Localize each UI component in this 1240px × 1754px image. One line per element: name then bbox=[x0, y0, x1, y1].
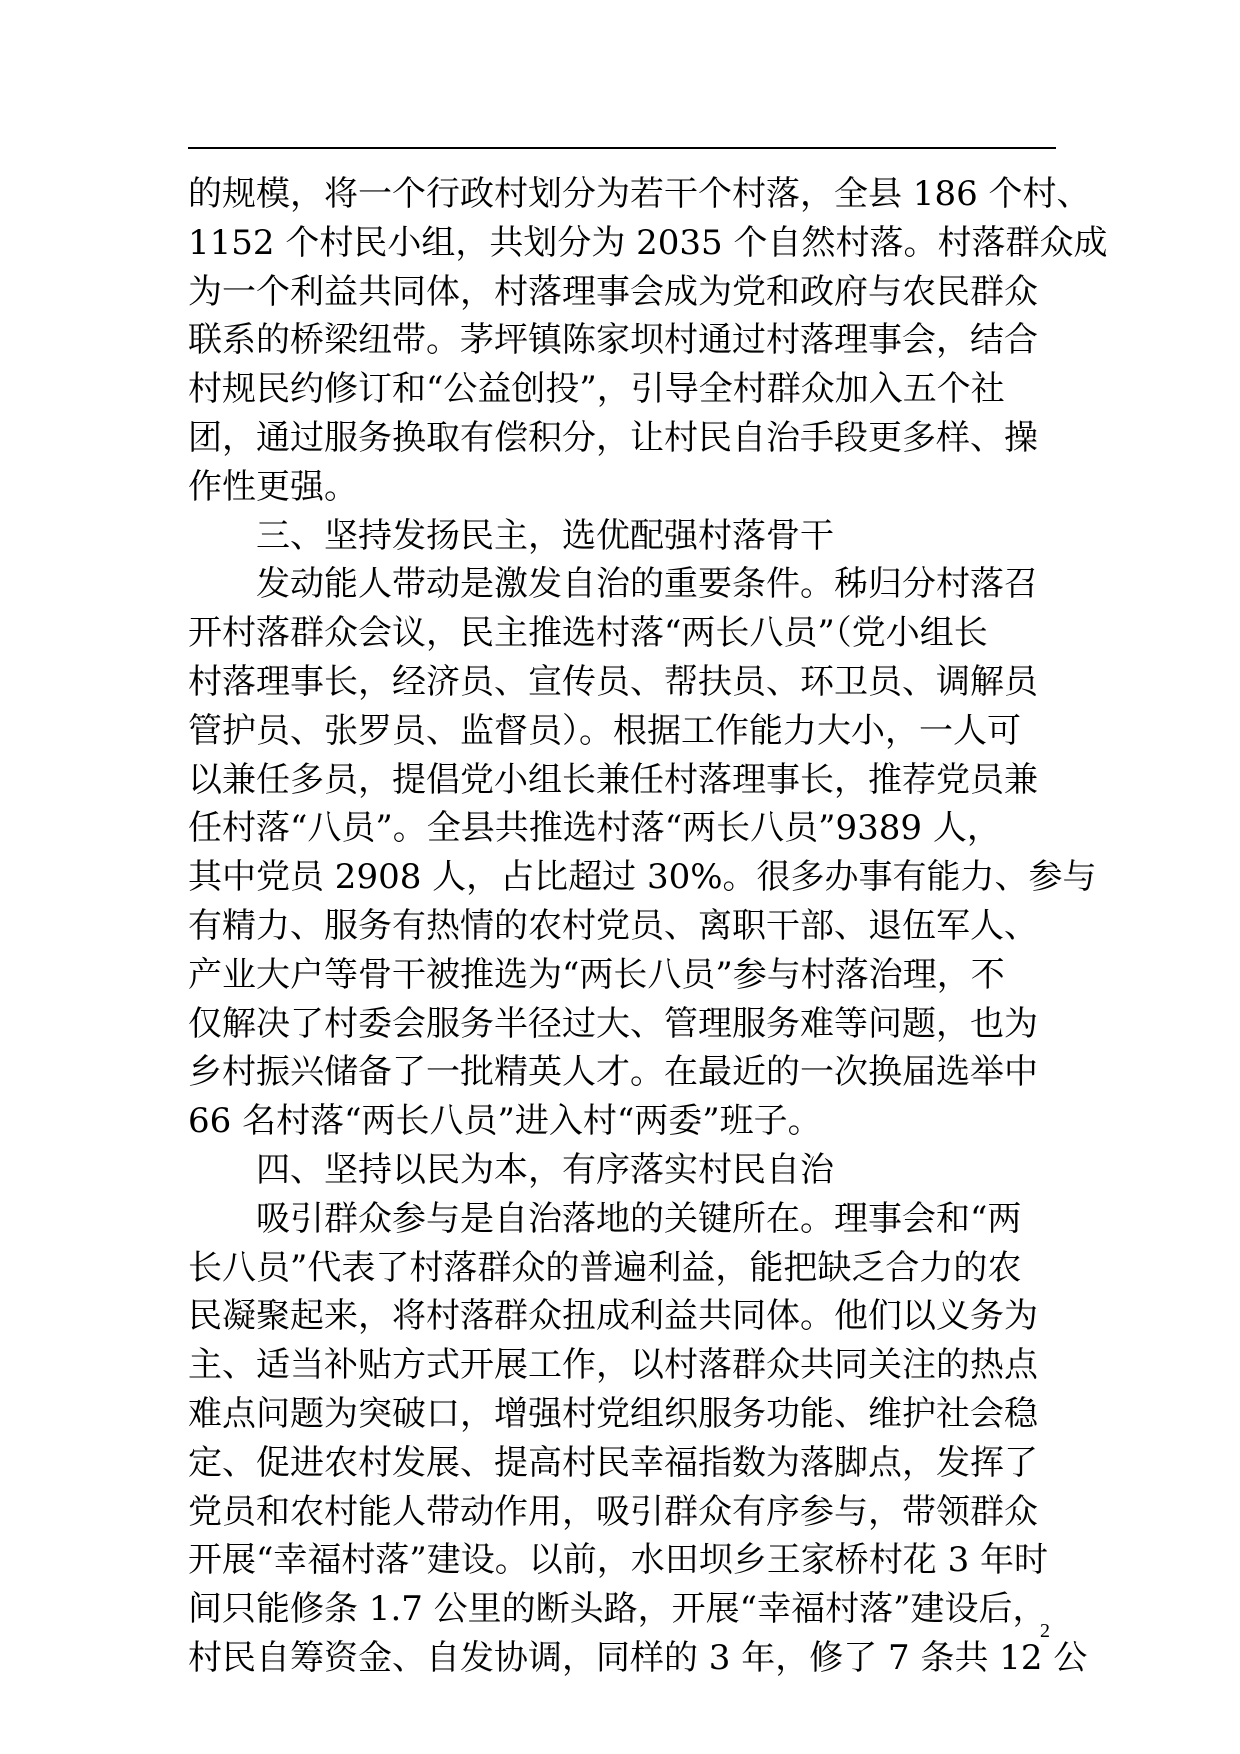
text-line: 定、促进农村发展、提高村民幸福指数为落脚点，发挥了 bbox=[188, 1442, 1038, 1483]
text-line: 长八员”代表了村落群众的普遍利益，能把缺乏合力的农 bbox=[188, 1247, 1022, 1288]
text-line: 党员和农村能人带动作用，吸引群众有序参与，带领群众 bbox=[188, 1491, 1038, 1532]
text-line: 开展“幸福村落”建设。以前，水田坝乡王家桥村花 3 年时 bbox=[188, 1540, 1049, 1581]
text-line: 管护员、张罗员、监督员）。根据工作能力大小，一人可 bbox=[188, 710, 1021, 751]
text-line: 为一个利益共同体，村落理事会成为党和政府与农民群众 bbox=[188, 271, 1038, 312]
text-line: 66 名村落“两长八员”进入村“两委”班子。 bbox=[188, 1101, 822, 1142]
text-line: 的规模，将一个行政村划分为若干个村落，全县 186 个村、 bbox=[188, 174, 1091, 214]
text-line: 仅解决了村委会服务半径过大、管理服务难等问题，也为 bbox=[188, 1003, 1038, 1044]
text-line: 难点问题为突破口，增强村党组织服务功能、维护社会稳 bbox=[188, 1393, 1038, 1434]
page-number: 2 bbox=[1040, 1620, 1050, 1642]
section-heading: 三、坚持发扬民主，选优配强村落骨干 bbox=[256, 515, 834, 556]
text-line: 村规民约修订和“公益创投”，引导全村群众加入五个社 bbox=[188, 369, 1005, 410]
text-line: 村落理事长，经济员、宣传员、帮扶员、环卫员、调解员 bbox=[188, 661, 1038, 702]
text-line: 任村落“八员”。全县共推选村落“两长八员”9389 人， bbox=[188, 808, 1001, 849]
text-line: 其中党员 2908 人，占比超过 30%。很多办事有能力、参与 bbox=[188, 857, 1097, 898]
text-line: 发动能人带动是激发自治的重要条件。秭归分村落召 bbox=[256, 564, 1038, 605]
text-line: 有精力、服务有热情的农村党员、离职干部、退伍军人、 bbox=[188, 905, 1038, 946]
text-line: 产业大户等骨干被推选为“两长八员”参与村落治理，不 bbox=[188, 954, 1005, 995]
text-line: 联系的桥梁纽带。茅坪镇陈家坝村通过村落理事会，结合 bbox=[188, 320, 1038, 361]
text-line: 以兼任多员，提倡党小组长兼任村落理事长，推荐党员兼 bbox=[188, 759, 1038, 800]
body-text bbox=[188, 170, 1108, 1683]
text-line: 间只能修条 1.7 公里的断头路，开展“幸福村落”建设后， bbox=[188, 1589, 1047, 1630]
text-line: 1152 个村民小组，共划分为 2035 个自然村落。村落群众成 bbox=[188, 222, 1108, 263]
text-line: 村民自筹资金、自发协调，同样的 3 年，修了 7 条共 12 公 bbox=[188, 1637, 1088, 1678]
text-line: 吸引群众参与是自治落地的关键所在。理事会和“两 bbox=[256, 1198, 1022, 1239]
text-line: 作性更强。 bbox=[188, 466, 358, 507]
text-line: 民凝聚起来，将村落群众扭成利益共同体。他们以义务为 bbox=[188, 1296, 1038, 1337]
text-line: 开村落群众会议，民主推选村落“两长八员”（党小组长 bbox=[188, 613, 988, 654]
text-line: 主、适当补贴方式开展工作，以村落群众共同关注的热点 bbox=[188, 1345, 1038, 1386]
text-line: 乡村振兴储备了一批精英人才。在最近的一次换届选举中 bbox=[188, 1052, 1038, 1093]
section-heading: 四、坚持以民为本，有序落实村民自治 bbox=[256, 1149, 834, 1190]
text-line: 团，通过服务换取有偿积分，让村民自治手段更多样、操 bbox=[188, 417, 1038, 458]
header-rule bbox=[188, 147, 1056, 149]
